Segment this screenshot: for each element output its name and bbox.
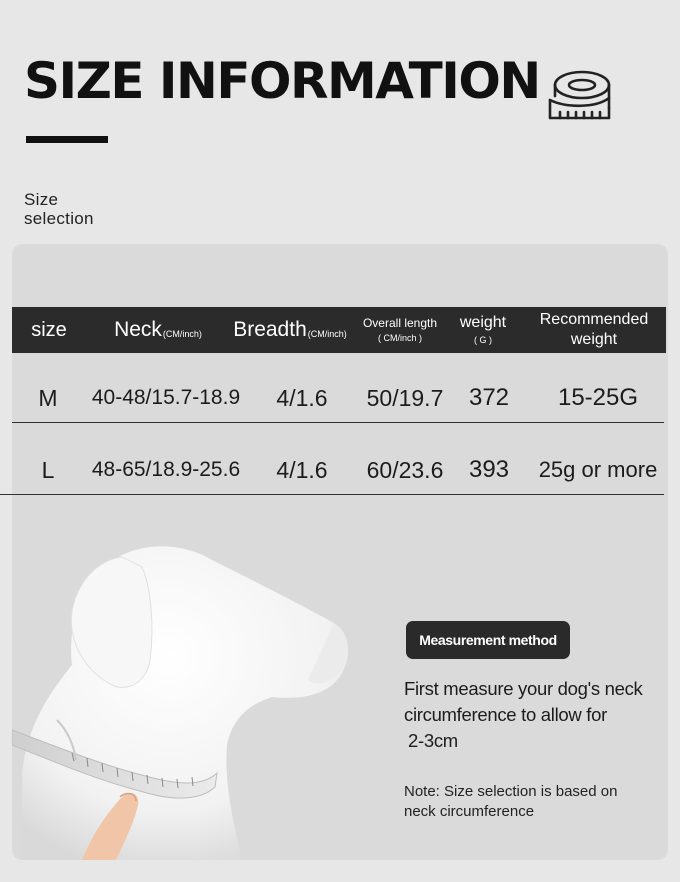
note-line2: neck circumference — [404, 803, 535, 820]
instruction-line3: 2-3cm — [408, 730, 458, 751]
title-underline — [26, 136, 108, 143]
table-row-l — [0, 440, 680, 500]
cell-size: L — [41, 456, 55, 483]
header-breadth-label: Breadth — [233, 318, 307, 341]
table-row-m — [0, 368, 680, 428]
header-weight-label: weight — [459, 314, 507, 331]
cell-recommended-weight: 15-25G — [557, 384, 639, 411]
header-size: size — [31, 318, 67, 341]
header-breadth-unit: (CM/inch) — [307, 328, 347, 339]
cell-recommended-weight: 25g or more — [538, 457, 658, 482]
header-weight-unit: ( G ) — [474, 335, 492, 345]
header-recommended-line1: Recommended — [539, 311, 649, 328]
size-selection-label — [24, 190, 94, 228]
cell-breadth: 4/1.6 — [276, 384, 328, 411]
cell-neck: 40-48/15.7-18.9 — [91, 386, 241, 409]
size-note — [404, 782, 664, 822]
header-overall-length — [358, 307, 442, 353]
header-recommended-weight — [526, 307, 662, 353]
header-neck-label: Neck — [114, 318, 162, 341]
row-divider — [0, 494, 664, 495]
page-title: SIZE INFORMATION — [24, 52, 540, 110]
size-selection-line1: Size — [24, 190, 59, 209]
header-weight — [452, 307, 514, 353]
row-divider — [12, 422, 664, 423]
header-neck-unit: (CM/inch) — [162, 328, 202, 339]
dog-mannequin-illustration — [12, 505, 352, 860]
cell-breadth: 4/1.6 — [276, 456, 328, 483]
cell-overall-length: 60/23.6 — [366, 456, 444, 483]
note-line1: Note: Size selection is based on — [404, 783, 618, 800]
header-overall-length-unit: ( CM/inch ) — [377, 333, 422, 343]
instruction-line1: First measure your dog's neck — [404, 678, 643, 699]
header-recommended-line2: weight — [570, 331, 618, 348]
cell-overall-length: 50/19.7 — [366, 384, 444, 411]
cell-size: M — [38, 384, 58, 411]
measuring-tape-icon — [546, 68, 614, 124]
cell-neck: 48-65/18.9-25.6 — [91, 458, 241, 481]
header-neck — [102, 307, 214, 353]
measurement-method-badge: Measurement method — [406, 621, 570, 659]
size-selection-line2: selection — [24, 209, 94, 228]
instruction-line2: circumference to allow for — [404, 704, 607, 725]
table-header — [12, 307, 666, 353]
header-breadth — [224, 307, 356, 353]
header-overall-length-label: Overall length — [362, 316, 438, 330]
measurement-instructions — [404, 676, 674, 754]
cell-weight: 372 — [468, 384, 510, 411]
cell-weight: 393 — [468, 456, 510, 483]
